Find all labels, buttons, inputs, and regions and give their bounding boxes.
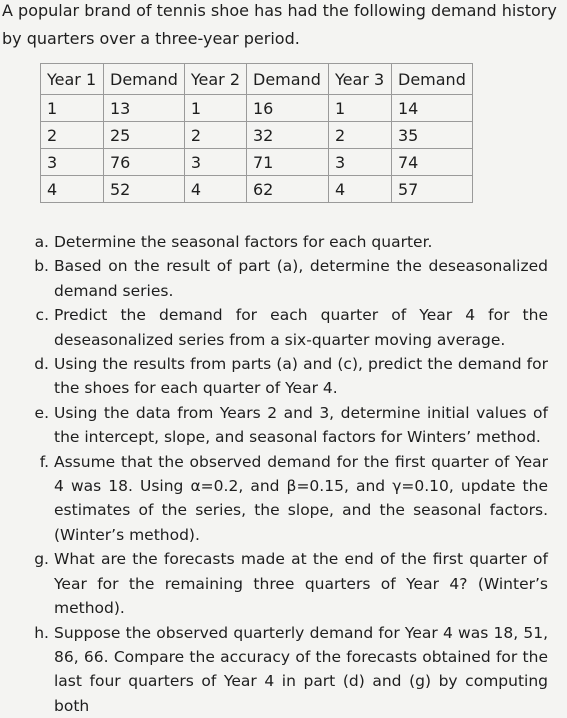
header-demand2: Demand bbox=[247, 64, 329, 95]
part-c bbox=[54, 303, 548, 352]
table-cell: 3 bbox=[329, 149, 392, 176]
part-text: Based on the result of part (a), determine the deseasonalized demand series. bbox=[54, 257, 548, 299]
table-cell: 3 bbox=[41, 149, 104, 176]
table-cell: 76 bbox=[104, 149, 185, 176]
table-cell: 71 bbox=[247, 149, 329, 176]
table-cell: 4 bbox=[329, 176, 392, 203]
table-cell: 74 bbox=[392, 149, 473, 176]
part-g bbox=[54, 547, 548, 620]
part-label: c. bbox=[27, 303, 49, 327]
table-row bbox=[41, 122, 473, 149]
part-text: What are the forecasts made at the end of the first quarter of Year for the remaining three quarters of Year 4? (Winter’s method). bbox=[54, 550, 548, 617]
part-label: h. bbox=[27, 621, 49, 645]
part-text: Determine the seasonal factors for each quarter. bbox=[54, 233, 432, 251]
table-cell: 2 bbox=[184, 122, 246, 149]
part-text: Predict the demand for each quarter of Year 4 for the deseasonalized series from a six-quarter moving average. bbox=[54, 306, 548, 348]
part-h bbox=[54, 621, 548, 718]
part-a bbox=[54, 230, 548, 254]
part-text: Using the results from parts (a) and (c), predict the demand for the shoes for each quarter of Year 4. bbox=[54, 355, 548, 397]
table-cell: 57 bbox=[392, 176, 473, 203]
question-parts bbox=[54, 230, 548, 718]
part-text: Assume that the observed demand for the first quarter of Year 4 was 18. Using α=0.2, and β=0.15, and γ=0.10, update the estimates of the series, the slope, and the seasonal factors. (Winter’s method). bbox=[54, 453, 548, 544]
table-row bbox=[41, 95, 473, 122]
table-cell: 32 bbox=[247, 122, 329, 149]
header-year1: Year 1 bbox=[41, 64, 104, 95]
demand-history-table bbox=[40, 63, 473, 203]
part-f bbox=[54, 450, 548, 548]
part-e bbox=[54, 401, 548, 450]
header-year3: Year 3 bbox=[329, 64, 392, 95]
table-cell: 16 bbox=[247, 95, 329, 122]
header-demand3: Demand bbox=[392, 64, 473, 95]
part-text: Using the data from Years 2 and 3, determine initial values of the intercept, slope, and seasonal factors for Winters’ method. bbox=[54, 404, 548, 446]
header-demand1: Demand bbox=[104, 64, 185, 95]
part-label: d. bbox=[27, 352, 49, 376]
table-cell: 4 bbox=[184, 176, 246, 203]
table-cell: 1 bbox=[184, 95, 246, 122]
part-b bbox=[54, 254, 548, 303]
table-cell: 62 bbox=[247, 176, 329, 203]
table-cell: 2 bbox=[41, 122, 104, 149]
problem-intro: A popular brand of tennis shoe has had the following demand history by quarters over a three-year period. bbox=[2, 0, 562, 53]
part-label: e. bbox=[27, 401, 49, 425]
part-label: f. bbox=[27, 450, 49, 474]
part-label: a. bbox=[27, 230, 49, 254]
table-row bbox=[41, 176, 473, 203]
part-d bbox=[54, 352, 548, 401]
table-row bbox=[41, 149, 473, 176]
part-label: g. bbox=[27, 547, 49, 571]
table-cell: 14 bbox=[392, 95, 473, 122]
table-cell: 35 bbox=[392, 122, 473, 149]
table-header-row bbox=[41, 64, 473, 95]
table-cell: 52 bbox=[104, 176, 185, 203]
table-cell: 25 bbox=[104, 122, 185, 149]
part-label: b. bbox=[27, 254, 49, 278]
table-cell: 3 bbox=[184, 149, 246, 176]
table-cell: 1 bbox=[329, 95, 392, 122]
table-cell: 2 bbox=[329, 122, 392, 149]
part-text: Suppose the observed quarterly demand for Year 4 was 18, 51, 86, 66. Compare the accuracy of the forecasts obtained for the last four quarters of Year 4 in part (d) and (g) by computing both bbox=[54, 624, 548, 715]
table-cell: 4 bbox=[41, 176, 104, 203]
table-cell: 1 bbox=[41, 95, 104, 122]
table-cell: 13 bbox=[104, 95, 185, 122]
header-year2: Year 2 bbox=[184, 64, 246, 95]
